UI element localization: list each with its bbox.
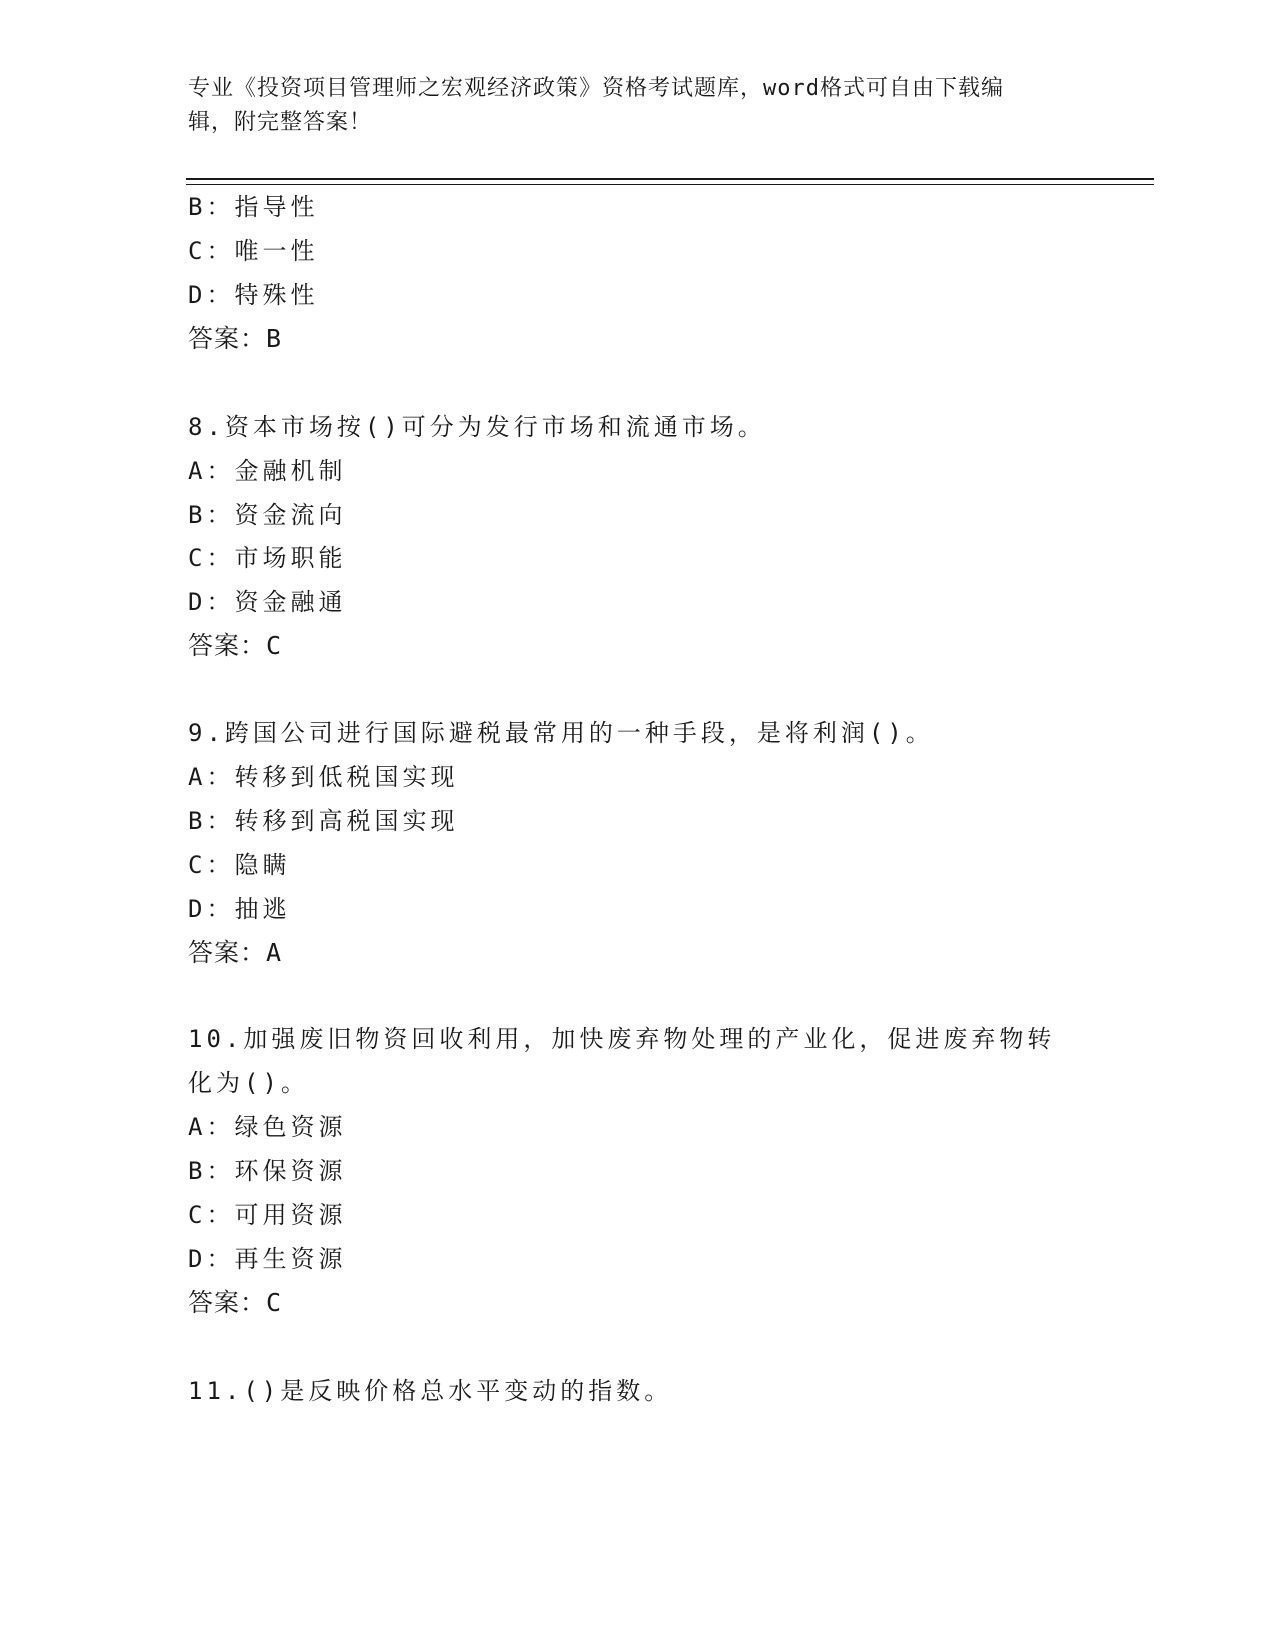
header-line-1: 专业《投资项目管理师之宏观经济政策》资格考试题库，word格式可自由下载编 xyxy=(188,76,1004,101)
answer-label: 答案： xyxy=(188,631,267,660)
option-d: D：抽逃 xyxy=(188,895,291,923)
option-c: C：唯一性 xyxy=(188,237,319,265)
answer-value: C xyxy=(266,631,283,660)
answer-label: 答案： xyxy=(188,324,267,353)
option-d: D：资金融通 xyxy=(188,588,347,616)
question-stem: 11.()是反映价格总水平变动的指数。 xyxy=(188,1377,673,1405)
question-stem: 10.加强废旧物资回收利用，加快废弃物处理的产业化，促进废弃物转 xyxy=(188,1025,1056,1053)
answer-line xyxy=(188,322,282,356)
option-a: A：金融机制 xyxy=(188,457,347,485)
option-b: B：指导性 xyxy=(188,193,319,221)
answer-value: C xyxy=(266,1288,283,1317)
option-b: B：资金流向 xyxy=(188,501,347,529)
answer-line xyxy=(188,629,282,663)
question-stem: 8.资本市场按()可分为发行市场和流通市场。 xyxy=(188,413,766,441)
header-divider xyxy=(186,178,1154,185)
document-header xyxy=(188,72,1078,140)
option-c: C：隐瞒 xyxy=(188,851,291,879)
option-b: B：环保资源 xyxy=(188,1157,347,1185)
option-c: C：可用资源 xyxy=(188,1201,347,1229)
answer-line xyxy=(188,1286,282,1320)
answer-label: 答案： xyxy=(188,938,267,967)
question-stem-continued: 化为()。 xyxy=(188,1069,309,1097)
answer-value: A xyxy=(266,938,283,967)
option-a: A：绿色资源 xyxy=(188,1113,347,1141)
header-line-2: 辑，附完整答案！ xyxy=(188,110,373,135)
option-a: A：转移到低税国实现 xyxy=(188,763,459,791)
answer-value: B xyxy=(266,324,283,353)
answer-line xyxy=(188,936,282,970)
answer-label: 答案： xyxy=(188,1288,267,1317)
option-d: D：再生资源 xyxy=(188,1245,347,1273)
option-b: B：转移到高税国实现 xyxy=(188,807,459,835)
question-stem: 9.跨国公司进行国际避税最常用的一种手段，是将利润()。 xyxy=(188,719,934,747)
option-c: C：市场职能 xyxy=(188,544,347,572)
option-d: D：特殊性 xyxy=(188,281,319,309)
